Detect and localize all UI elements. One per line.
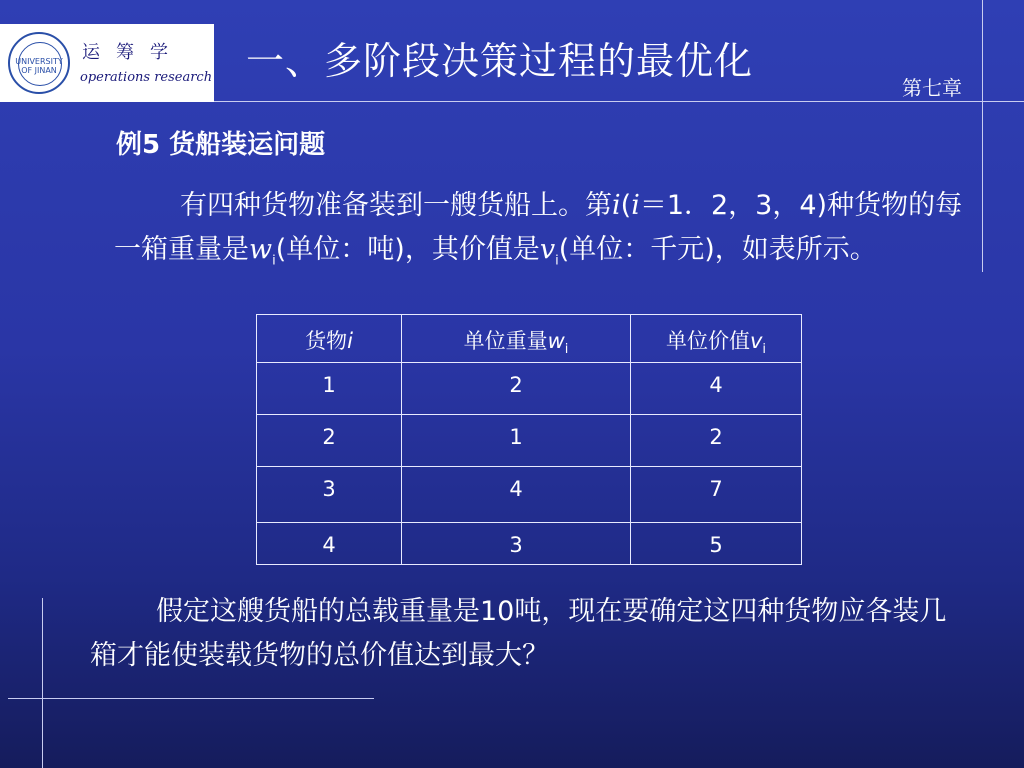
table-cell: 5 (631, 523, 802, 565)
table-cell: 4 (257, 523, 402, 565)
table-row (257, 415, 802, 467)
header-goods: 货物i (257, 315, 402, 363)
header-divider (214, 101, 1024, 102)
right-frame-line (982, 0, 983, 272)
chapter-label: 第七章 (902, 76, 962, 100)
left-frame-line (42, 598, 43, 768)
table-row (257, 523, 802, 565)
logo-english-title: operations research (80, 70, 213, 85)
table-header-row (257, 315, 802, 363)
table-row (257, 363, 802, 415)
header-unit-value: 单位价值$v_i$ (631, 315, 802, 363)
table-row (257, 467, 802, 523)
table-cell: 4 (631, 363, 802, 415)
problem-description: 有四种货物准备装到一艘货船上。第i(i＝1．2，3，4)种货物的每一箱重量是$w_i$(单位：吨)，其价值是$v_i$(单位：千元)，如表所示。 (114, 190, 963, 269)
course-logo (0, 24, 214, 102)
table-cell: 2 (631, 415, 802, 467)
table-cell: 2 (402, 363, 631, 415)
goods-table (256, 314, 802, 565)
table-cell: 1 (257, 363, 402, 415)
table-cell: 3 (402, 523, 631, 565)
university-seal-icon: UNIVERSITY OF JINAN (8, 32, 70, 94)
table-cell: 3 (257, 467, 402, 523)
table-cell: 4 (402, 467, 631, 523)
table-cell: 2 (257, 415, 402, 467)
header-unit-weight: 单位重量$w_i$ (402, 315, 631, 363)
example-heading: 例5 货船装运问题 (116, 130, 326, 160)
logo-chinese-title: 运筹学 (82, 42, 184, 63)
problem-question: 假定这艘货船的总载重量是10吨，现在要确定这四种货物应各装几箱才能使装载货物的总价值达到最大？ (90, 596, 947, 671)
table-cell: 1 (402, 415, 631, 467)
bottom-frame-line (8, 698, 374, 699)
table-cell: 7 (631, 467, 802, 523)
slide-title: 一、多阶段决策过程的最优化 (246, 39, 754, 83)
